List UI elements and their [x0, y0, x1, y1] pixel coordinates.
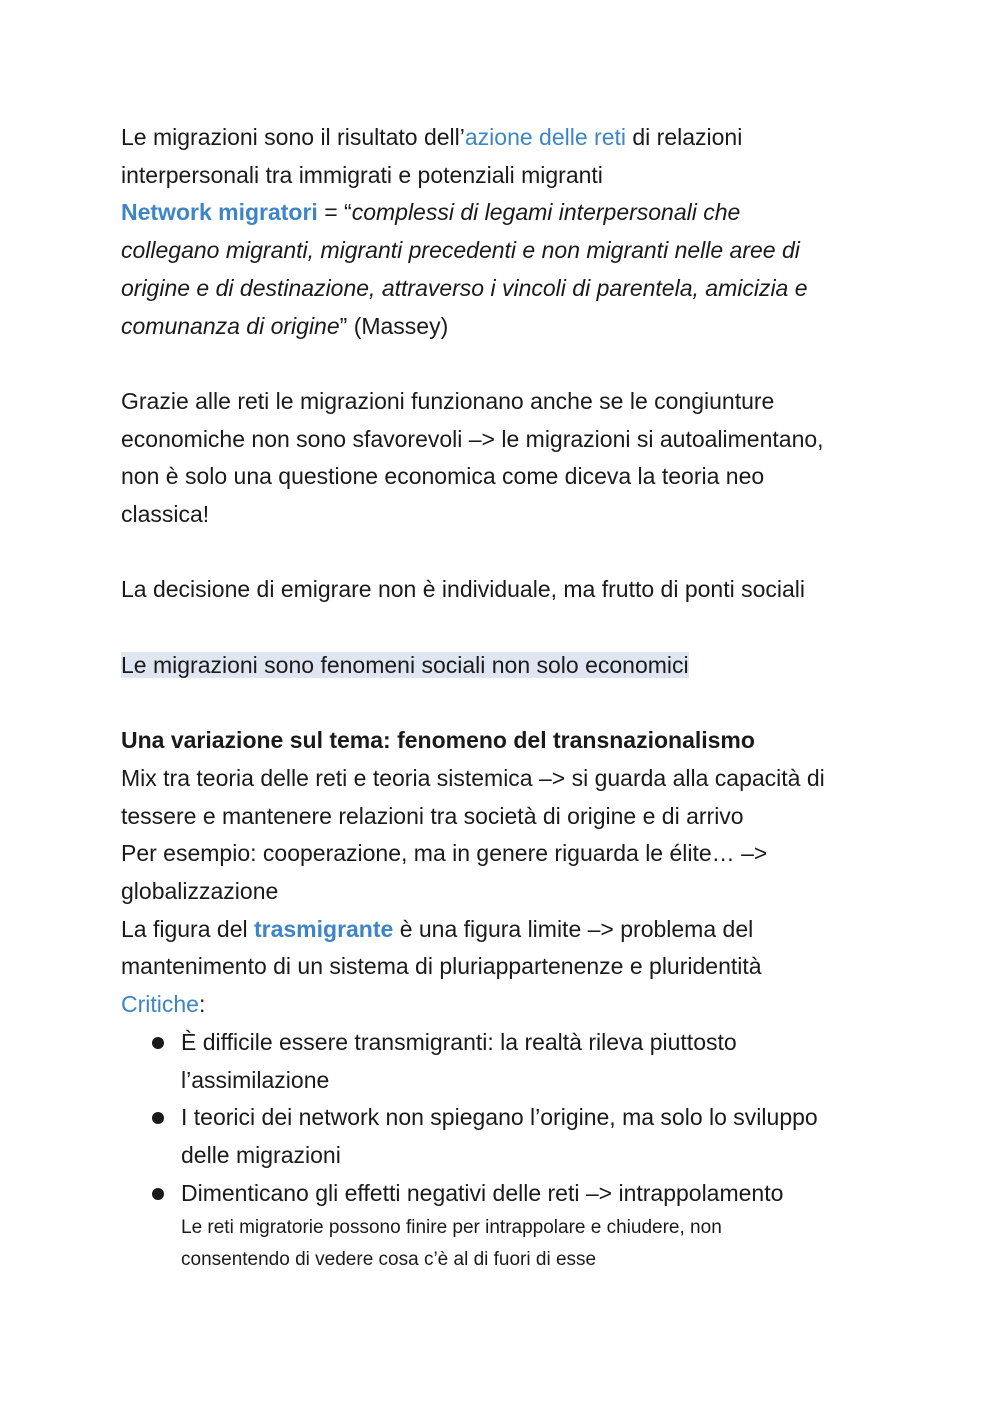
text-run: : [198, 991, 206, 1018]
spacer [121, 685, 891, 723]
list-item-text: l’assimilazione [181, 1066, 330, 1093]
text-run: La figura del [121, 915, 254, 942]
text-line: Mix tra teoria delle reti e teoria sistemica –> si guarda alla capacità di [121, 764, 825, 791]
list-item [121, 1175, 891, 1277]
list-item-note: consentendo di vedere cosa c’è al di fuori di esse [181, 1249, 597, 1271]
text-line [121, 911, 891, 949]
highlighted-line [121, 647, 891, 685]
bullet-icon [152, 1188, 164, 1200]
text-run: è una figura limite –> problema del [393, 915, 754, 942]
text-line: interpersonali tra immigrati e potenziali migranti [121, 161, 603, 188]
critique-list [121, 1024, 891, 1277]
spacer [121, 609, 891, 647]
definition-line [121, 308, 891, 346]
definition-text: comunanza di origine [121, 312, 340, 339]
highlighted-text: Le migrazioni sono fenomeni sociali non solo economici [121, 651, 689, 678]
document-body [121, 119, 891, 1276]
text-line: classica! [121, 501, 210, 528]
highlighted-term: trasmigrante [253, 915, 394, 942]
bullet-icon [152, 1112, 164, 1124]
definition-text: origine e di destinazione, attraverso i vincoli di parentela, amicizia e [121, 274, 808, 301]
text-line: La decisione di emigrare non è individuale, ma frutto di ponti sociali [121, 576, 806, 603]
bullet-icon [152, 1037, 164, 1049]
highlighted-term: Critiche [121, 991, 199, 1018]
list-item-text: È difficile essere transmigranti: la realtà rileva piuttosto [181, 1028, 737, 1055]
text-line: globalizzazione [121, 878, 279, 904]
text-line: Grazie alle reti le migrazioni funzionano anche se le congiunture [121, 387, 775, 414]
text-line [121, 986, 891, 1024]
highlighted-term: azione delle reti [464, 124, 626, 150]
text-line: Per esempio: cooperazione, ma in genere riguarda le élite… –> [121, 840, 768, 867]
list-item [121, 1024, 891, 1099]
definition-text: collegano migranti, migranti precedenti e non migranti nelle aree di [121, 237, 800, 264]
text-run: Le migrazioni sono il risultato dell’ [121, 124, 465, 150]
text-line: mantenimento di un sistema di pluriappartenenze e pluridentità [121, 953, 762, 980]
text-line [121, 119, 891, 157]
text-line: non è solo una questione economica come diceva la teoria neo [121, 463, 765, 490]
definition-term: Network migratori [121, 199, 318, 226]
spacer [121, 345, 891, 383]
text-line: economiche non sono sfavorevoli –> le migrazioni si autoalimentano, [121, 425, 824, 452]
list-item-text: I teorici dei network non spiegano l’origine, ma solo lo sviluppo [181, 1104, 818, 1131]
list-item [121, 1099, 891, 1174]
list-item-text: delle migrazioni [181, 1141, 341, 1168]
section-heading: Una variazione sul tema: fenomeno del transnazionalismo [121, 727, 755, 754]
spacer [121, 534, 891, 572]
citation: ” (Massey) [339, 312, 449, 339]
text-run: = “ [317, 199, 352, 226]
list-item-text: Dimenticano gli effetti negativi delle reti –> intrappolamento [181, 1179, 784, 1206]
definition-line [121, 194, 891, 232]
definition-text: complessi di legami interpersonali che [351, 199, 741, 226]
text-run: di relazioni [626, 124, 743, 150]
text-line: tessere e mantenere relazioni tra società di origine e di arrivo [121, 802, 744, 829]
list-item-note: Le reti migratorie possono finire per intrappolare e chiudere, non [181, 1217, 722, 1239]
